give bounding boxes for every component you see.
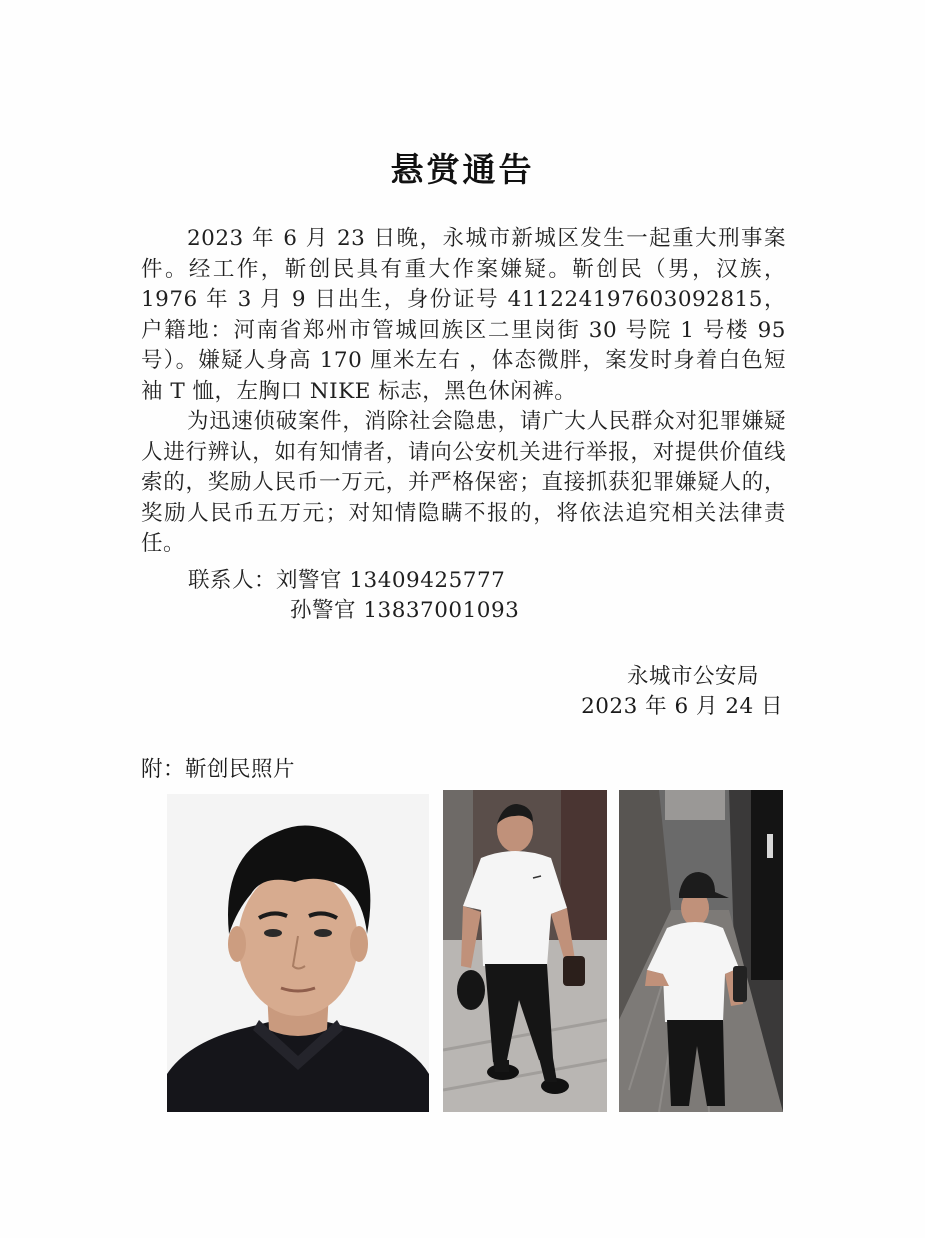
suspect-surveillance-photo-corridor — [619, 790, 783, 1112]
contact-officer-liu: 联系人：刘警官 13409425777 — [188, 568, 506, 593]
issue-date: 2023 年 6 月 24 日 — [581, 694, 783, 719]
issuer-name: 永城市公安局 — [626, 664, 759, 689]
suspect-portrait-photo — [167, 794, 429, 1112]
attachment-label: 附：靳创民照片 — [141, 757, 296, 782]
notice-title: 悬赏通告 — [390, 150, 535, 189]
notice-paragraph-reward: 为迅速侦破案件，消除社会隐患，请广大人民群众对犯罪嫌疑人进行辨认，如有知情者，请向公安机关进行举报，对提供价值线索的，奖励人民币一万元，并严格保密；直接抓获犯罪嫌疑人的，奖励人民币五万元；对知情隐瞒不报的，将依法追究相关法律责任。 — [141, 409, 786, 556]
notice-paragraph-case: 2023 年 6 月 23 日晚，永城市新城区发生一起重大刑事案件。经工作，靳创民具有重大作案嫌疑。靳创民（男，汉族，1976 年 3 月 9 日出生，身份证号 411224197603092815，户籍地：河南省郑州市管城回族区二里岗街 30 号院 1 号楼 95 号）。嫌疑人身高 170 厘米左右 ，体态微胖，案发时身着白色短袖 T 恤，左胸口 NIKE 标志，黑色休闲裤。 — [141, 226, 786, 404]
contact-officer-sun: 孙警官 13837001093 — [290, 598, 520, 623]
suspect-surveillance-photo-room — [443, 790, 607, 1112]
